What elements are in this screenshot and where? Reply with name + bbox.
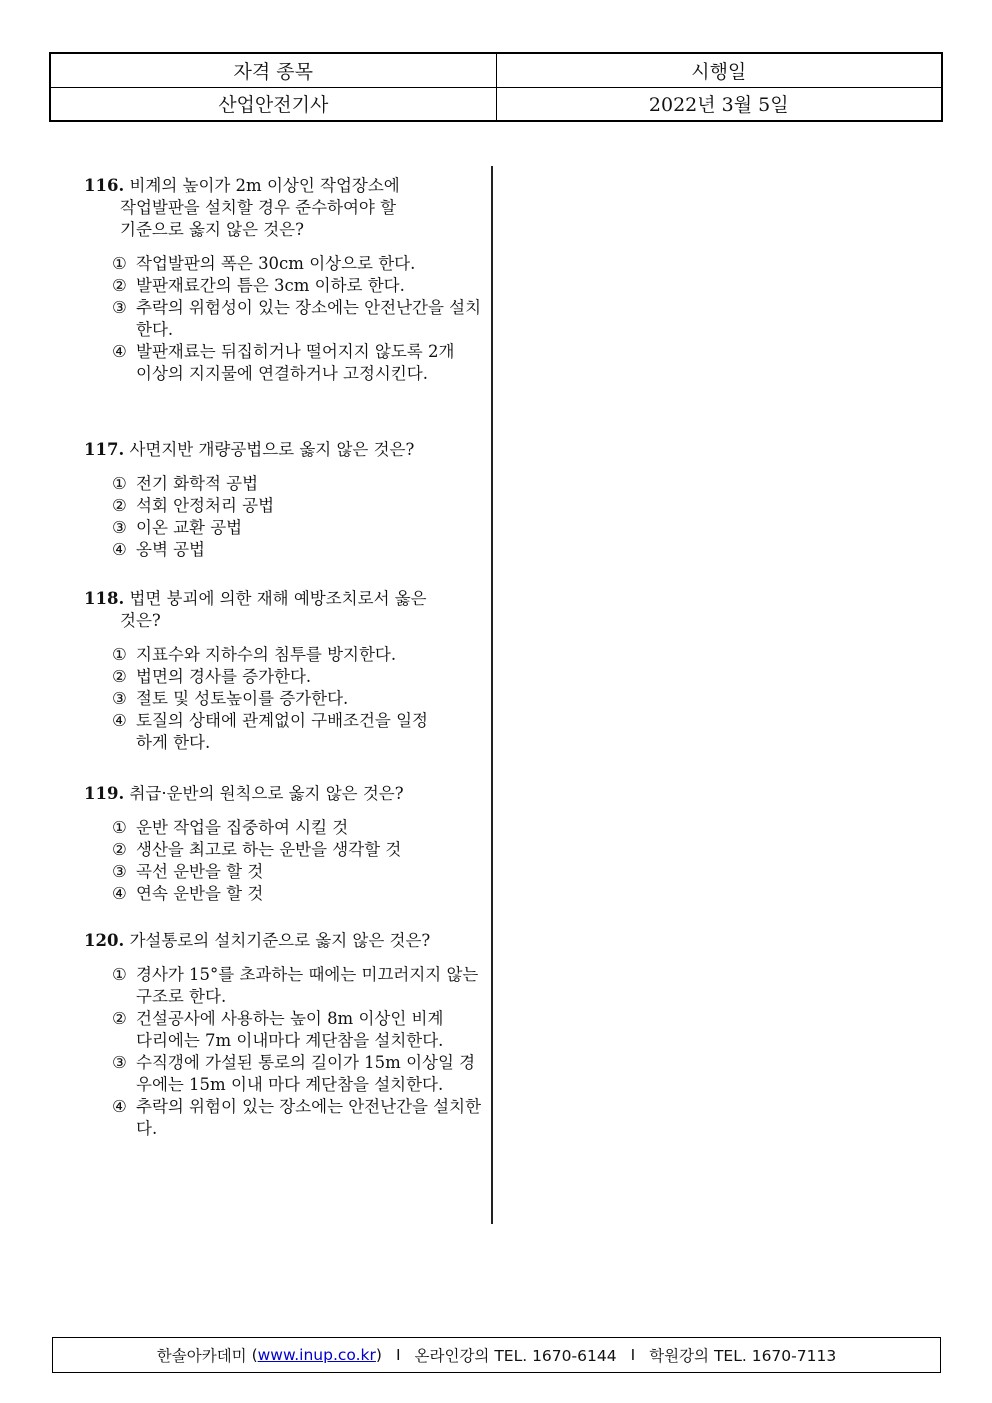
exam-header-table — [49, 52, 943, 122]
option-3[interactable]: ③ 곡선 운반을 할 것 — [112, 862, 264, 881]
question-120 — [84, 930, 484, 1140]
question-stem: 120. 가설통로의 설치기준으로 옳지 않은 것은? — [84, 931, 431, 950]
question-number: 116. — [84, 176, 125, 195]
option-3[interactable]: ③ 이온 교환 공법 — [112, 518, 243, 537]
question-stem: 118. 법면 붕괴에 의한 재해 예방조치로서 옳은 것은? — [84, 589, 427, 630]
options-list — [84, 964, 484, 1140]
offline-course-phone: 학원강의 TEL. 1670-7113 — [649, 1347, 837, 1365]
question-number: 118. — [84, 589, 125, 608]
option-3[interactable]: ③ 추락의 위험성이 있는 장소에는 안전난간을 설치한다. — [112, 298, 482, 339]
question-number: 117. — [84, 440, 125, 459]
footer-separator: I — [630, 1346, 636, 1364]
option-1[interactable]: ① 경사가 15°를 초과하는 때에는 미끄러지지 않는 구조로 한다. — [112, 965, 479, 1006]
question-stem: 119. 취급·운반의 원칙으로 옳지 않은 것은? — [84, 784, 404, 803]
footer-separator: I — [395, 1346, 401, 1364]
option-1[interactable]: ① 작업발판의 폭은 30cm 이상으로 한다. — [112, 254, 416, 273]
question-number: 120. — [84, 931, 125, 950]
academy-name: 한솔아카데미 — [156, 1347, 247, 1365]
question-stem: 116. 비계의 높이가 2m 이상인 작업장소에 작업발판을 설치할 경우 준수하여야 할 기준으로 옳지 않은 것은? — [84, 176, 400, 239]
online-course-phone: 온라인강의 TEL. 1670-6144 — [414, 1347, 617, 1365]
option-1[interactable]: ① 지표수와 지하수의 침투를 방지한다. — [112, 645, 397, 664]
option-2[interactable]: ② 생산을 최고로 하는 운반을 생각할 것 — [112, 840, 402, 859]
option-2[interactable]: ② 발판재료간의 틈은 3cm 이하로 한다. — [112, 276, 405, 295]
date-label: 시행일 — [496, 53, 942, 87]
options-list — [84, 473, 484, 561]
option-4[interactable]: ④ 발판재료는 뒤집히거나 떨어지지 않도록 2개 이상의 지지물에 연결하거나 고정시킨다. — [112, 342, 455, 383]
question-117 — [84, 439, 484, 561]
option-4[interactable]: ④ 연속 운반을 할 것 — [112, 884, 264, 903]
subject-label: 자격 종목 — [50, 53, 496, 87]
column-divider — [491, 166, 493, 1224]
question-118 — [84, 588, 484, 754]
question-119 — [84, 783, 484, 905]
option-1[interactable]: ① 전기 화학적 공법 — [112, 474, 259, 493]
option-3[interactable]: ③ 절토 및 성토높이를 증가한다. — [112, 689, 349, 708]
question-number: 119. — [84, 784, 125, 803]
option-4[interactable]: ④ 토질의 상태에 관계없이 구배조건을 일정하게 한다. — [112, 711, 428, 752]
option-2[interactable]: ② 석회 안정처리 공법 — [112, 496, 275, 515]
footer-bar: 한솔아카데미 ( www.inup.co.kr ) I 온라인강의 TEL. 1670-6144 I 학원강의 TEL. 1670-7113 — [52, 1337, 941, 1373]
options-list — [84, 817, 484, 905]
date-value: 2022년 3월 5일 — [496, 87, 942, 121]
option-4[interactable]: ④ 추락의 위험이 있는 장소에는 안전난간을 설치한다. — [112, 1097, 482, 1138]
options-list — [84, 644, 484, 754]
subject-value: 산업안전기사 — [50, 87, 496, 121]
option-3[interactable]: ③ 수직갱에 가설된 통로의 길이가 15m 이상일 경우에는 15m 이내 마다 계단참을 설치한다. — [112, 1053, 476, 1094]
question-116 — [84, 175, 484, 385]
option-2[interactable]: ② 법면의 경사를 증가한다. — [112, 667, 312, 686]
options-list — [84, 253, 484, 385]
option-2[interactable]: ② 건설공사에 사용하는 높이 8m 이상인 비계다리에는 7m 이내마다 계단참을 설치한다. — [112, 1009, 444, 1050]
option-4[interactable]: ④ 옹벽 공법 — [112, 540, 206, 559]
option-1[interactable]: ① 운반 작업을 집중하여 시킬 것 — [112, 818, 349, 837]
question-stem: 117. 사면지반 개량공법으로 옳지 않은 것은? — [84, 440, 415, 459]
website-link[interactable]: www.inup.co.kr — [257, 1346, 376, 1364]
